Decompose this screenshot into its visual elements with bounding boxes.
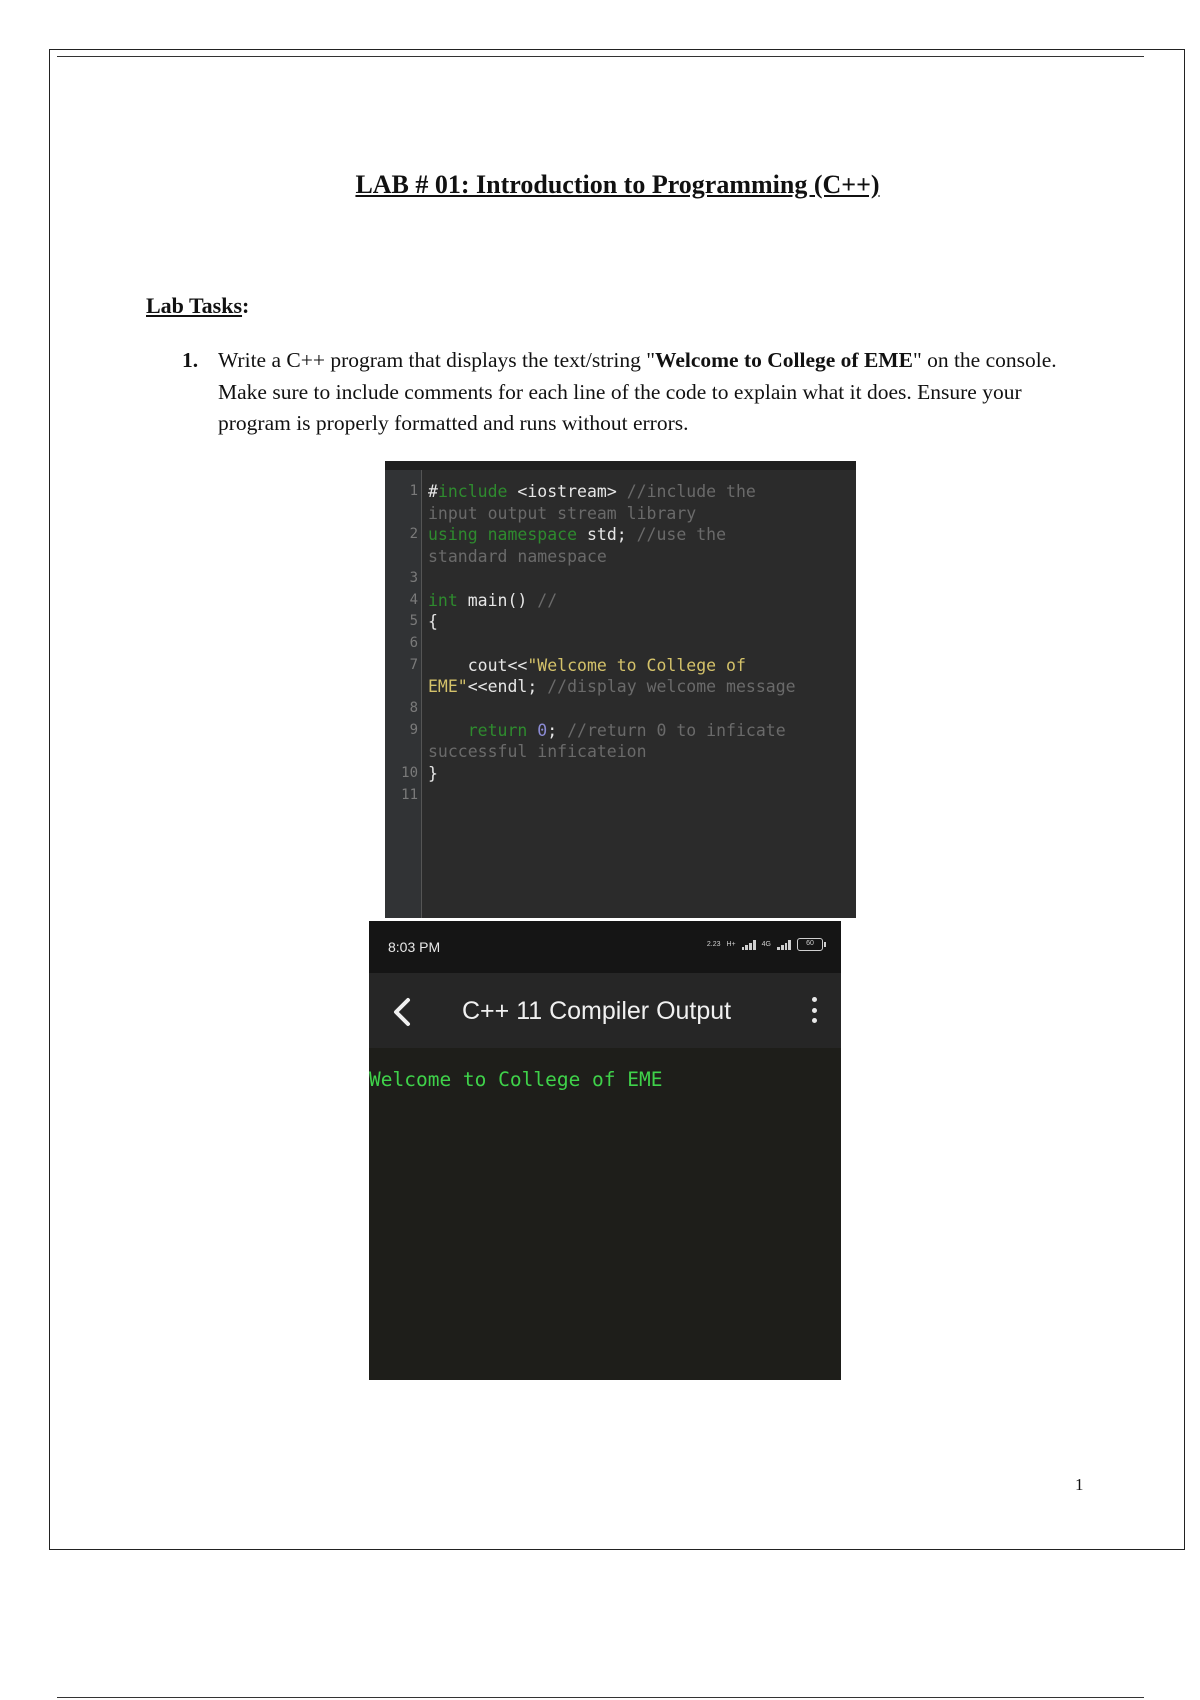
line-number: 11 <box>401 786 418 803</box>
line-number: 10 <box>401 765 418 782</box>
code-token: 0 <box>537 720 548 740</box>
code-token: cout<< <box>428 655 528 675</box>
line-number: 8 <box>409 700 418 716</box>
battery-icon: 60 <box>797 938 823 951</box>
task-text-before: Write a C++ program that displays the text/string " <box>218 348 655 372</box>
code-source <box>428 546 607 568</box>
code-source <box>428 720 786 742</box>
code-token: ; <box>547 720 568 740</box>
code-token: //include the <box>626 482 756 501</box>
back-icon[interactable] <box>389 997 415 1027</box>
code-token: { <box>428 612 438 632</box>
network-type-1: H+ <box>726 941 736 948</box>
code-source <box>428 741 647 763</box>
app-bar <box>369 973 841 1048</box>
line-number: 6 <box>409 634 418 651</box>
line-number: 5 <box>409 613 418 630</box>
task-number: 1. <box>182 348 199 372</box>
code-token: //return 0 to inficate <box>567 720 786 740</box>
editor-topbar <box>385 461 856 470</box>
code-source <box>428 481 756 503</box>
code-token: standard namespace <box>428 547 607 567</box>
line-number: 2 <box>409 526 418 543</box>
code-token: "Welcome to College of <box>527 655 746 675</box>
code-token: int <box>428 590 458 610</box>
code-token: } <box>428 764 438 784</box>
section-heading <box>146 293 249 319</box>
code-source <box>428 655 746 677</box>
code-source <box>428 503 696 525</box>
app-title: C++ 11 Compiler Output <box>462 997 732 1025</box>
task-text-bold: Welcome to College of EME <box>655 348 913 372</box>
console-output: Welcome to College of EME <box>369 1068 663 1091</box>
network-speed: 2.23 <box>706 941 721 948</box>
code-token: return <box>428 720 528 740</box>
page-number: 1 <box>1075 1475 1084 1494</box>
code-source <box>428 590 557 612</box>
code-token: # <box>428 482 438 501</box>
status-bar <box>369 921 841 973</box>
code-token <box>527 721 537 740</box>
more-icon[interactable] <box>811 997 817 1023</box>
top-rule <box>57 56 1144 57</box>
lab-title: LAB # 01: Introduction to Programming (C++) <box>355 170 880 199</box>
line-number: 1 <box>409 483 418 499</box>
line-number: 7 <box>409 656 418 673</box>
code-token: //use the <box>636 525 727 545</box>
phone-screenshot <box>369 921 841 1380</box>
status-icons <box>707 938 823 951</box>
signal-icon-2 <box>777 940 791 950</box>
code-token: EME" <box>428 677 468 697</box>
network-type-2: 4G <box>761 941 771 948</box>
code-token: main() <box>457 590 538 610</box>
line-number: 4 <box>409 591 418 608</box>
status-time: 8:03 PM <box>388 939 441 955</box>
code-token: input output stream library <box>428 503 697 523</box>
console-output-area <box>369 1048 841 1380</box>
code-token: <iostream> <box>507 482 627 501</box>
code-source <box>428 763 438 785</box>
signal-icon <box>742 940 756 950</box>
code-token: using namespace <box>428 525 578 545</box>
code-editor-screenshot <box>385 461 856 918</box>
code-token: // <box>537 590 558 610</box>
code-token: //display welcome message <box>547 677 796 697</box>
section-heading-colon: : <box>242 293 250 318</box>
code-source <box>428 611 438 633</box>
line-number: 9 <box>409 721 418 738</box>
code-source <box>428 524 726 546</box>
section-heading-text: Lab Tasks <box>146 293 243 318</box>
task-text-after: " on the console. Make sure to include comments for each line of the code to explain what it does. Ensure your program is properly formatted and runs without errors. <box>218 348 1057 435</box>
code-token: <<endl; <box>467 677 548 697</box>
code-token: std; <box>577 525 637 545</box>
code-token: successful inficateion <box>428 742 647 762</box>
code-source <box>428 676 796 698</box>
bottom-rule <box>57 1697 1144 1698</box>
task-text <box>218 345 1098 440</box>
code-token: include <box>437 482 508 501</box>
line-number: 3 <box>409 569 418 586</box>
